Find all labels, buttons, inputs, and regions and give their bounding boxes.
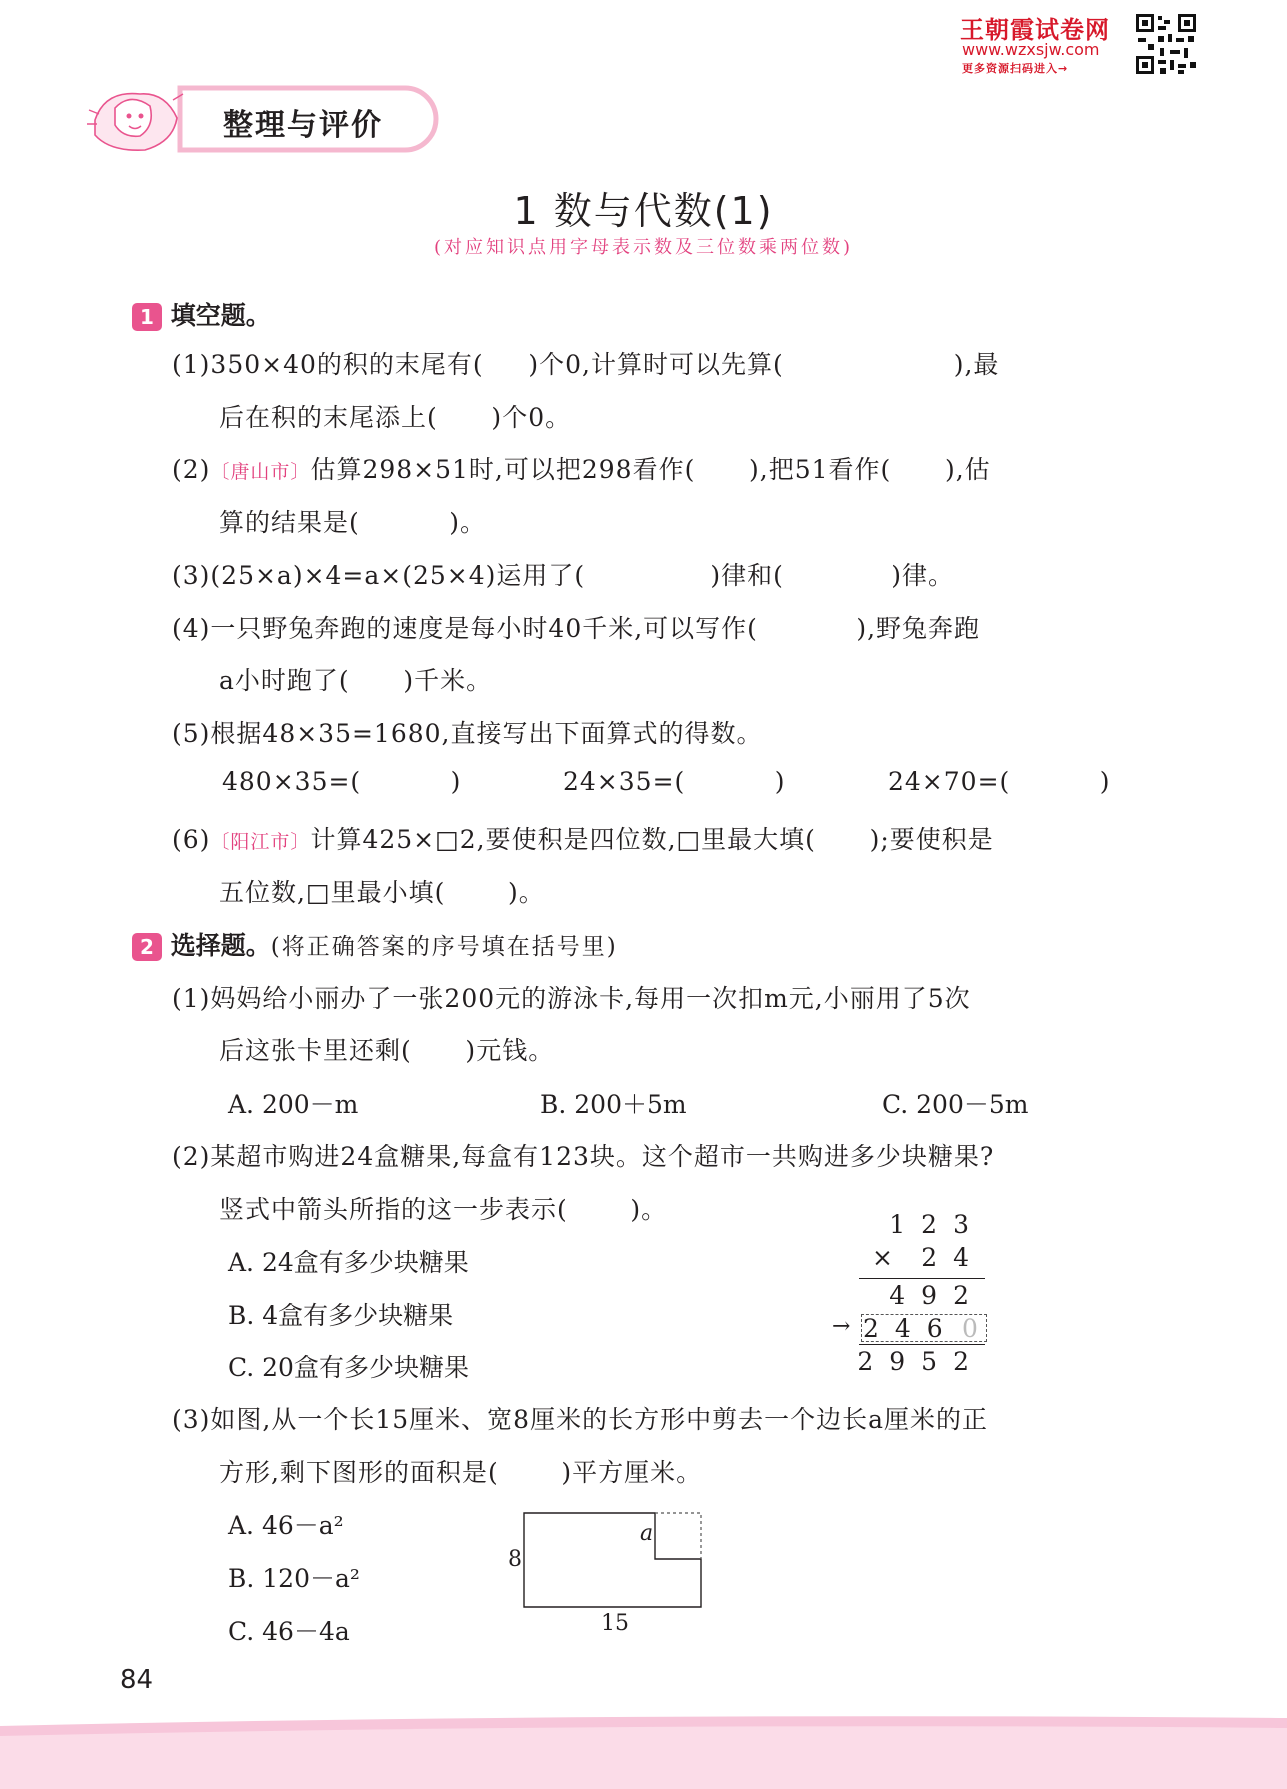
- question-1-4-line-1: (4)一只野兔奔跑的速度是每小时40千米,可以写作( ),野兔奔跑: [172, 614, 981, 643]
- section-title: 填空题。: [170, 301, 271, 330]
- calc-row-product: 2952: [857, 1347, 985, 1376]
- question-1-2-line-2: 算的结果是( )。: [219, 508, 486, 537]
- vertical-multiplication: [832, 1210, 985, 1380]
- question-1-5-item-1: 480×35=( ): [222, 767, 462, 796]
- region-tag: 〔阳江市〕: [210, 831, 311, 853]
- section-number-badge: 1: [132, 303, 162, 331]
- option-b[interactable]: B. 4盒有多少块糖果: [228, 1301, 454, 1330]
- question-1-5: (5)根据48×35=1680,直接写出下面算式的得数。: [172, 719, 763, 748]
- section-2-heading: [132, 926, 618, 962]
- arrow-icon: →: [832, 1314, 851, 1339]
- question-1-5-item-3: 24×70=( ): [888, 767, 1111, 796]
- figure-length-label: 15: [601, 1611, 629, 1636]
- question-1-1-line-1: (1)350×40的积的末尾有( )个0,计算时可以先算( ),最: [172, 350, 1000, 379]
- figure-side-label: a: [640, 1521, 654, 1546]
- question-2-2-line-2: 竖式中箭头所指的这一步表示( )。: [219, 1195, 668, 1224]
- region-tag: 〔唐山市〕: [210, 461, 311, 483]
- section-title: 选择题。: [170, 931, 271, 960]
- brand-url[interactable]: www.wzxsjw.com: [962, 40, 1100, 59]
- calc-rule-1: [859, 1278, 985, 1279]
- question-1-5-item-2: 24×35=( ): [563, 767, 786, 796]
- brand-name: 王朝霞试卷网: [960, 16, 1110, 44]
- page-number: 84: [120, 1665, 154, 1695]
- calc-row-multiplier: 24: [921, 1243, 985, 1272]
- question-2-1-line-1: (1)妈妈给小丽办了一张200元的游泳卡,每用一次扣m元,小丽用了5次: [172, 984, 971, 1013]
- question-1-1-line-2: 后在积的末尾添上( )个0。: [219, 403, 572, 432]
- calc-row-partial-2: 246: [863, 1314, 959, 1343]
- section-1-heading: [132, 296, 271, 332]
- question-number: (2): [172, 455, 211, 484]
- page-title: 1 数与代数(1): [513, 189, 774, 233]
- option-b[interactable]: B. 120－a²: [228, 1564, 360, 1593]
- qr-code-icon[interactable]: [1134, 12, 1198, 76]
- option-a[interactable]: A. 200－m: [228, 1090, 359, 1119]
- option-a[interactable]: A. 46－a²: [228, 1511, 344, 1540]
- question-number: (6): [172, 825, 211, 854]
- calc-dotted-zero: 0: [962, 1314, 978, 1343]
- question-text: 计算425×□2,要使积是四位数,□里最大填( );要使积是: [310, 825, 994, 854]
- question-text: 估算298×51时,可以把298看作( ),把51看作( ),估: [310, 455, 991, 484]
- calc-row-partial-1: 492: [889, 1281, 985, 1310]
- page-subtitle: (对应知识点用字母表示数及三位数乘两位数): [433, 237, 854, 258]
- footer-band: [0, 1712, 1287, 1789]
- question-1-4-line-2: a小时跑了( )千米。: [219, 666, 493, 695]
- option-b[interactable]: B. 200＋5m: [540, 1090, 687, 1119]
- question-1-3: (3)(25×a)×4=a×(25×4)运用了( )律和( )律。: [172, 561, 955, 590]
- times-sign: ×: [872, 1243, 893, 1272]
- question-2-3-line-2: 方形,剩下图形的面积是( )平方厘米。: [219, 1458, 703, 1487]
- question-1-2-line-1: [172, 450, 991, 486]
- brand-tagline: 更多资源扫码进入→: [962, 62, 1069, 75]
- option-c[interactable]: C. 200－5m: [882, 1090, 1029, 1119]
- question-1-6-line-2: 五位数,□里最小填( )。: [219, 878, 545, 907]
- option-c[interactable]: C. 46－4a: [228, 1617, 350, 1646]
- calc-rule-2: [859, 1344, 985, 1345]
- banner-title: 整理与评价: [223, 108, 383, 143]
- calc-row-multiplicand: 123: [889, 1210, 985, 1239]
- section-hint: (将正确答案的序号填在括号里): [270, 934, 618, 960]
- option-a[interactable]: A. 24盒有多少块糖果: [228, 1248, 469, 1277]
- question-2-3-line-1: (3)如图,从一个长15厘米、宽8厘米的长方形中剪去一个边长a厘米的正: [172, 1405, 988, 1434]
- section-number-badge: 2: [132, 933, 162, 961]
- question-2-1-line-2: 后这张卡里还剩( )元钱。: [219, 1036, 555, 1065]
- figure-width-label: 8: [508, 1547, 522, 1572]
- option-c[interactable]: C. 20盒有多少块糖果: [228, 1353, 469, 1382]
- question-2-2-line-1: (2)某超市购进24盒糖果,每盒有123块。这个超市一共购进多少块糖果?: [172, 1142, 995, 1171]
- question-1-6-line-1: [172, 820, 994, 856]
